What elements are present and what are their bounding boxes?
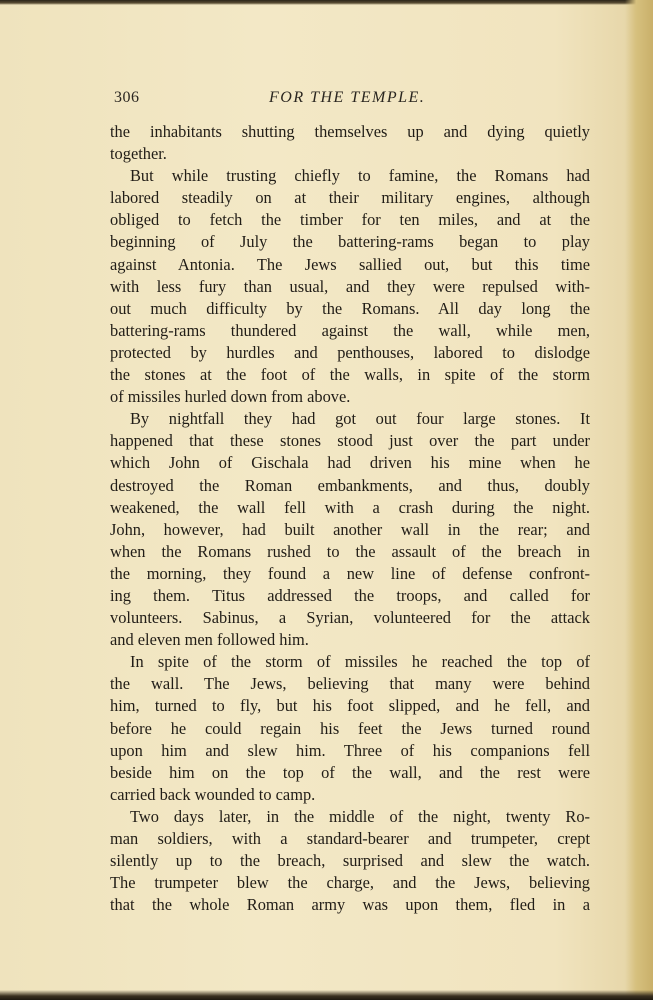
text-line: with less fury than usual, and they were repulsed with- bbox=[110, 276, 590, 296]
text-line: together. bbox=[110, 144, 167, 164]
text-line: destroyed the Roman embankments, and thus, doubly bbox=[110, 475, 590, 495]
text-line: happened that these stones stood just over the part under bbox=[110, 431, 590, 451]
text-line: that the whole Roman army was upon them, fled in a bbox=[110, 895, 590, 915]
text-line: upon him and slew him. Three of his companions fell bbox=[110, 740, 590, 760]
text-line: man soldiers, with a standard-bearer and trumpeter, crept bbox=[110, 829, 590, 848]
text-line: beside him on the top of the wall, and the rest were bbox=[110, 762, 590, 782]
running-title: FOR THE TEMPLE. bbox=[269, 89, 426, 106]
text-line: before he could regain his feet the Jews turned round bbox=[110, 718, 590, 738]
text-line: protected by hurdles and penthouses, labored to dislodge bbox=[110, 342, 590, 362]
text-line: silently up to the breach, surprised and slew the watch. bbox=[110, 851, 590, 871]
text-line: But while trusting chiefly to famine, the Romans had bbox=[130, 166, 590, 186]
text-line: labored steadily on at their military engines, although bbox=[110, 188, 590, 208]
page-number: 306 bbox=[114, 89, 140, 106]
text-line: John, however, had built another wall in the rear; and bbox=[110, 519, 590, 539]
page-header bbox=[114, 89, 590, 111]
text-line: the wall. The Jews, believing that many were behind bbox=[110, 674, 590, 694]
text-line: In spite of the storm of missiles he reached the top of bbox=[130, 652, 590, 672]
text-line: volunteers. Sabinus, a Syrian, volunteered for the attack bbox=[110, 608, 590, 628]
text-line: the stones at the foot of the walls, in spite of the storm bbox=[110, 365, 590, 385]
text-line: weakened, the wall fell with a crash during the night. bbox=[110, 497, 590, 517]
text-line: carried back wounded to camp. bbox=[110, 784, 316, 804]
text-line: and eleven men followed him. bbox=[110, 630, 309, 650]
text-line: of missiles hurled down from above. bbox=[110, 387, 351, 407]
text-line: which John of Gischala had driven his mine when he bbox=[110, 453, 590, 473]
text-line: beginning of July the battering-rams began to play bbox=[110, 232, 590, 252]
text-line: battering-rams thundered against the wall, while men, bbox=[110, 320, 590, 340]
text-line: the morning, they found a new line of defense confront- bbox=[110, 563, 590, 583]
text-line: By nightfall they had got out four large stones. It bbox=[130, 409, 590, 429]
text-line: The trumpeter blew the charge, and the Jews, believing bbox=[110, 873, 590, 893]
page-right-edge bbox=[625, 0, 653, 1000]
text-line: out much difficulty by the Romans. All day long the bbox=[110, 298, 590, 318]
text-line: against Antonia. The Jews sallied out, but this time bbox=[110, 254, 590, 274]
page-bottom-edge bbox=[0, 990, 653, 1000]
body-text bbox=[110, 121, 590, 916]
text-line: the inhabitants shutting themselves up and dying quietly bbox=[110, 122, 590, 141]
text-line: ing them. Titus addressed the troops, and called for bbox=[110, 585, 590, 605]
text-line: Two days later, in the middle of the night, twenty Ro- bbox=[130, 806, 590, 826]
text-line: obliged to fetch the timber for ten miles, and at the bbox=[110, 210, 590, 230]
page-top-edge bbox=[0, 0, 653, 5]
text-line: when the Romans rushed to the assault of the breach in bbox=[110, 541, 590, 561]
text-line: him, turned to fly, but his foot slipped, and he fell, and bbox=[110, 696, 590, 716]
